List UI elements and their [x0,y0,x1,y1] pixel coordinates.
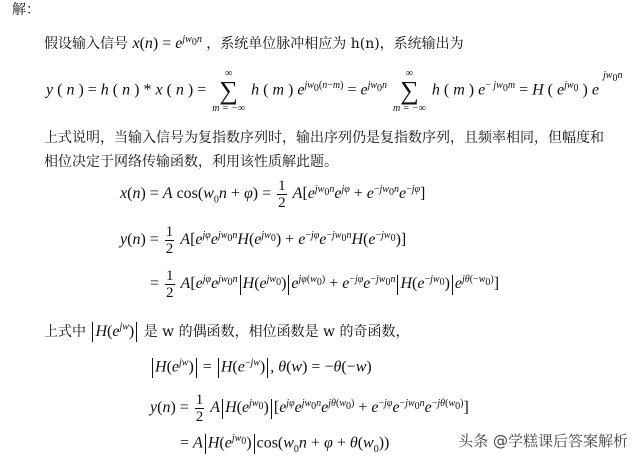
fraction-one-half: $\frac{1}{2}$ [278,178,286,211]
watermark: 头条 @学糕课后答案解析 [458,432,628,450]
final-equation-2: = A $H(e^{jw0}) \cos(w_0n + \varphi + \theta(w_0))$ [180,433,390,455]
cosine-input-equation: x(n) = A $\cos(w_0n + \varphi)$ = $\frac{1}{2}$ $A[e^{jw0n}e^{j\varphi} + e^{-jw0n}e^{-j\varphi}]$ [120,178,426,211]
even-odd-suffix: 是 w 的偶函数，相位函数是 w 的奇函数， [143,324,410,340]
output-equation: y ( n ) = h ( n ) * x ( n ) = ∞ ∑ m = −∞ h ( m ) $e^{jw0(n-m)} = e^{jw0n}$ ∞ ∑ m = −∞ h ( m ) $e^{- jw0m} = H$ ( $e^{jw0}$ ) e $^{jw0n}$ [46,68,623,114]
sum-symbol: ∞ ∑ m = −∞ [212,68,246,114]
even-odd-paragraph [44,322,409,342]
solution-label: 解： [12,2,40,18]
output-cosine-equation-2: = $\frac{1}{2}$ $A[e^{j\varphi}e^{jw0n}$ $H(e^{jw0}) e^{j\varphi(w0)} + e^{-j\varphi}e^{-jw0n}$ $H(e^{-jw0})$ $e^{j\theta(-w0)}$] [150,268,500,301]
explanation-line-1: 上式说明，当输入信号为复指数序列时，输出序列仍是复指数序列，且频率相同，但幅度和 [44,130,604,146]
magnitude-response-formula: $H(e^{jw})$ [90,323,139,340]
assumption-suffix: ，系统单位脉冲相应为 h(n)，系统输出为 [206,36,464,52]
output-cosine-equation-1: y(n) = $\frac{1}{2}$ $A[e^{j\varphi}e^{jw0n}H(e^{jw0}) + e^{-j\varphi}e^{-jw0n}H(e^{-jw0})]$ [120,224,407,257]
fraction-one-half: $\frac{1}{2}$ [195,392,204,425]
assumption-prefix: 假设输入信号 [44,36,128,52]
symmetry-equation: $H(e^{jw}) = H(e^{-jw})$ , θ(w) = −θ(−w) [150,358,372,378]
fraction-one-half: $\frac{1}{2}$ [166,268,174,301]
sum-symbol: ∞ ∑ m = −∞ [393,68,426,114]
assumption-paragraph [44,34,464,54]
fraction-one-half: $\frac{1}{2}$ [165,224,174,257]
even-odd-prefix: 上式中 [44,324,86,340]
explanation-line-2: 相位决定于网络传输函数，利用该性质解此题。 [44,154,338,170]
final-equation-1: y(n) = $\frac{1}{2}$ A $H(e^{jw0}) [e^{j\varphi}e^{jw0n}e^{j\theta(w0)} + e^{-j\varphi}e^{-jw0n}e^{-j\theta(w0)}]$ [150,392,469,425]
input-signal-formula: $x(n) = e^{jw0n}$ [132,33,202,52]
